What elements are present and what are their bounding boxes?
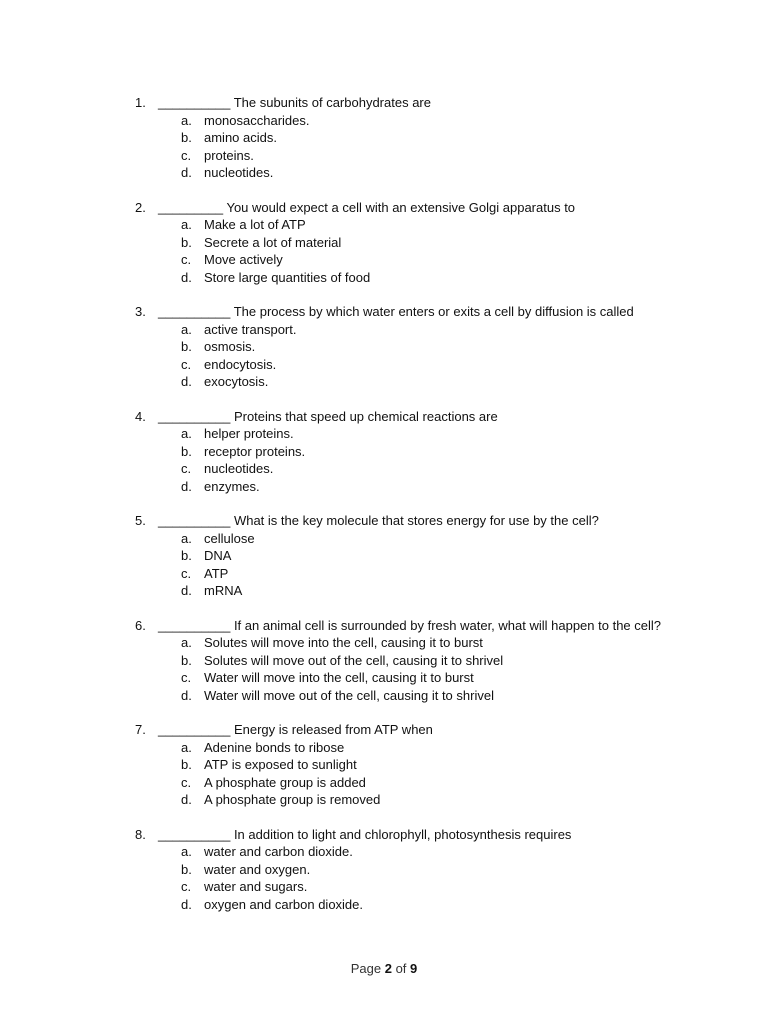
current-page-number: 2 <box>384 961 392 976</box>
choice-text: ATP <box>204 565 229 581</box>
choice-text: receptor proteins. <box>204 443 306 459</box>
question-line <box>0 199 768 217</box>
choice-text: water and carbon dioxide. <box>204 844 353 859</box>
page-footer <box>0 961 768 976</box>
question-number: 6. <box>135 617 146 633</box>
choice-letter: b. <box>181 339 192 354</box>
question-number: 1. <box>135 95 146 110</box>
page-of-label: of <box>395 961 407 976</box>
choice-text: water and sugars. <box>204 879 308 894</box>
choice-text: monosaccharides. <box>204 112 310 128</box>
answer-choice <box>0 443 768 461</box>
choice-text: Make a lot of ATP <box>204 217 306 232</box>
choice-text: osmosis. <box>204 339 256 354</box>
question-item <box>0 94 768 182</box>
question-number: 8. <box>135 826 146 842</box>
answer-choice <box>0 234 768 252</box>
choice-letter: b. <box>181 548 192 563</box>
answer-blank: __________ <box>158 304 231 319</box>
choice-letter: d. <box>181 583 192 598</box>
answer-choice <box>0 251 768 269</box>
question-text-group <box>158 303 634 321</box>
choice-letter: d. <box>181 478 192 494</box>
question-text-group <box>158 721 433 739</box>
choice-letter: b. <box>181 652 192 668</box>
choice-text: A phosphate group is removed <box>204 792 381 807</box>
choice-text: Store large quantities of food <box>204 269 371 285</box>
choice-letter: c. <box>181 670 192 685</box>
choice-text: helper proteins. <box>204 426 294 441</box>
choice-letter: a. <box>181 112 192 128</box>
choice-letter: d. <box>181 165 192 180</box>
choice-text: Solutes will move out of the cell, causing it to shrivel <box>204 652 504 668</box>
answer-blank: __________ <box>158 617 231 633</box>
choice-text: ATP is exposed to sunlight <box>204 757 357 772</box>
choice-letter: a. <box>181 844 192 859</box>
answer-blank: __________ <box>158 826 231 842</box>
question-line <box>0 721 768 739</box>
question-prompt: If an animal cell is surrounded by fresh water, what will happen to the cell? <box>233 617 662 633</box>
choice-letter: d. <box>181 792 192 807</box>
answer-choice <box>0 338 768 356</box>
question-text-group <box>158 512 599 530</box>
choice-text: Solutes will move into the cell, causing it to burst <box>204 635 483 650</box>
answer-choice <box>0 129 768 147</box>
question-text-group <box>158 617 661 635</box>
answer-choice <box>0 269 768 287</box>
choice-letter: c. <box>181 252 192 267</box>
choice-letter: b. <box>181 234 192 250</box>
question-prompt: What is the key molecule that stores energy for use by the cell? <box>233 513 599 528</box>
choice-letter: c. <box>181 147 192 163</box>
answer-choice <box>0 791 768 809</box>
answer-choice <box>0 147 768 165</box>
question-line <box>0 408 768 426</box>
choice-letter: b. <box>181 443 192 459</box>
answer-blank: __________ <box>158 513 231 528</box>
question-text-group <box>158 408 498 426</box>
choice-text: Water will move out of the cell, causing it to shrivel <box>204 687 494 703</box>
answer-choice <box>0 739 768 757</box>
question-item <box>0 512 768 600</box>
question-number: 3. <box>135 304 146 319</box>
choice-text: Water will move into the cell, causing it to burst <box>204 670 474 685</box>
answer-choice <box>0 582 768 600</box>
answer-choice <box>0 478 768 496</box>
question-line <box>0 303 768 321</box>
question-line <box>0 94 768 112</box>
choice-text: Move actively <box>204 252 283 267</box>
answer-blank: __________ <box>158 95 231 110</box>
question-item <box>0 721 768 809</box>
question-list <box>0 94 768 930</box>
choice-text: oxygen and carbon dioxide. <box>204 896 364 912</box>
answer-choice <box>0 425 768 443</box>
choice-letter: c. <box>181 879 192 894</box>
question-text-group <box>158 199 575 217</box>
answer-choice <box>0 164 768 182</box>
question-item <box>0 199 768 287</box>
answer-choice <box>0 530 768 548</box>
choice-letter: c. <box>181 461 192 476</box>
choice-text: Adenine bonds to ribose <box>204 739 345 755</box>
question-item <box>0 826 768 914</box>
total-pages-number: 9 <box>410 961 418 976</box>
answer-choice <box>0 321 768 339</box>
choice-text: mRNA <box>204 583 243 598</box>
answer-choice <box>0 460 768 478</box>
question-prompt: Energy is released from ATP when <box>233 722 433 737</box>
choice-text: enzymes. <box>204 478 260 494</box>
choice-letter: d. <box>181 687 192 703</box>
question-line <box>0 826 768 844</box>
choice-letter: a. <box>181 530 192 546</box>
choice-letter: d. <box>181 896 192 912</box>
choice-text: active transport. <box>204 321 297 337</box>
answer-choice <box>0 774 768 792</box>
answer-choice <box>0 547 768 565</box>
question-item <box>0 303 768 391</box>
choice-letter: d. <box>181 269 192 285</box>
question-prompt: Proteins that speed up chemical reactions are <box>233 408 498 424</box>
choice-text: amino acids. <box>204 130 277 145</box>
answer-blank: __________ <box>158 722 231 737</box>
choice-letter: a. <box>181 217 192 232</box>
choice-text: cellulose <box>204 530 255 546</box>
question-number: 7. <box>135 722 146 737</box>
choice-letter: a. <box>181 635 192 650</box>
question-line <box>0 617 768 635</box>
choice-text: exocytosis. <box>204 374 269 389</box>
answer-choice <box>0 373 768 391</box>
choice-letter: a. <box>181 426 192 441</box>
choice-text: water and oxygen. <box>204 861 311 877</box>
choice-letter: b. <box>181 861 192 877</box>
answer-choice <box>0 565 768 583</box>
question-prompt: The subunits of carbohydrates are <box>233 95 431 110</box>
page-label: Page <box>350 961 382 976</box>
answer-choice <box>0 878 768 896</box>
choice-text: endocytosis. <box>204 356 277 372</box>
question-prompt: You would expect a cell with an extensive Golgi apparatus to <box>226 199 576 215</box>
answer-choice <box>0 634 768 652</box>
question-number: 5. <box>135 513 146 528</box>
choice-text: proteins. <box>204 147 254 163</box>
question-number: 2. <box>135 199 146 215</box>
answer-choice <box>0 843 768 861</box>
answer-choice <box>0 669 768 687</box>
answer-choice <box>0 216 768 234</box>
answer-choice <box>0 687 768 705</box>
choice-letter: b. <box>181 130 192 145</box>
choice-letter: b. <box>181 757 192 772</box>
question-text-group <box>158 826 571 844</box>
answer-choice <box>0 896 768 914</box>
choice-letter: c. <box>181 774 192 790</box>
question-number: 4. <box>135 408 146 424</box>
question-prompt: In addition to light and chlorophyll, photosynthesis requires <box>233 826 572 842</box>
answer-choice <box>0 112 768 130</box>
question-line <box>0 512 768 530</box>
choice-text: Secrete a lot of material <box>204 234 342 250</box>
question-item <box>0 617 768 705</box>
question-text-group <box>158 94 431 112</box>
choice-letter: c. <box>181 565 192 581</box>
choice-text: DNA <box>204 548 232 563</box>
choice-letter: d. <box>181 374 192 389</box>
answer-choice <box>0 356 768 374</box>
question-item <box>0 408 768 496</box>
answer-choice <box>0 861 768 879</box>
choice-letter: c. <box>181 356 192 372</box>
choice-text: A phosphate group is added <box>204 774 366 790</box>
choice-text: nucleotides. <box>204 461 274 476</box>
choice-text: nucleotides. <box>204 165 274 180</box>
answer-blank: _________ <box>158 199 224 215</box>
answer-choice <box>0 652 768 670</box>
choice-letter: a. <box>181 739 192 755</box>
answer-choice <box>0 756 768 774</box>
choice-letter: a. <box>181 321 192 337</box>
question-prompt: The process by which water enters or exits a cell by diffusion is called <box>233 304 634 319</box>
answer-blank: __________ <box>158 408 231 424</box>
